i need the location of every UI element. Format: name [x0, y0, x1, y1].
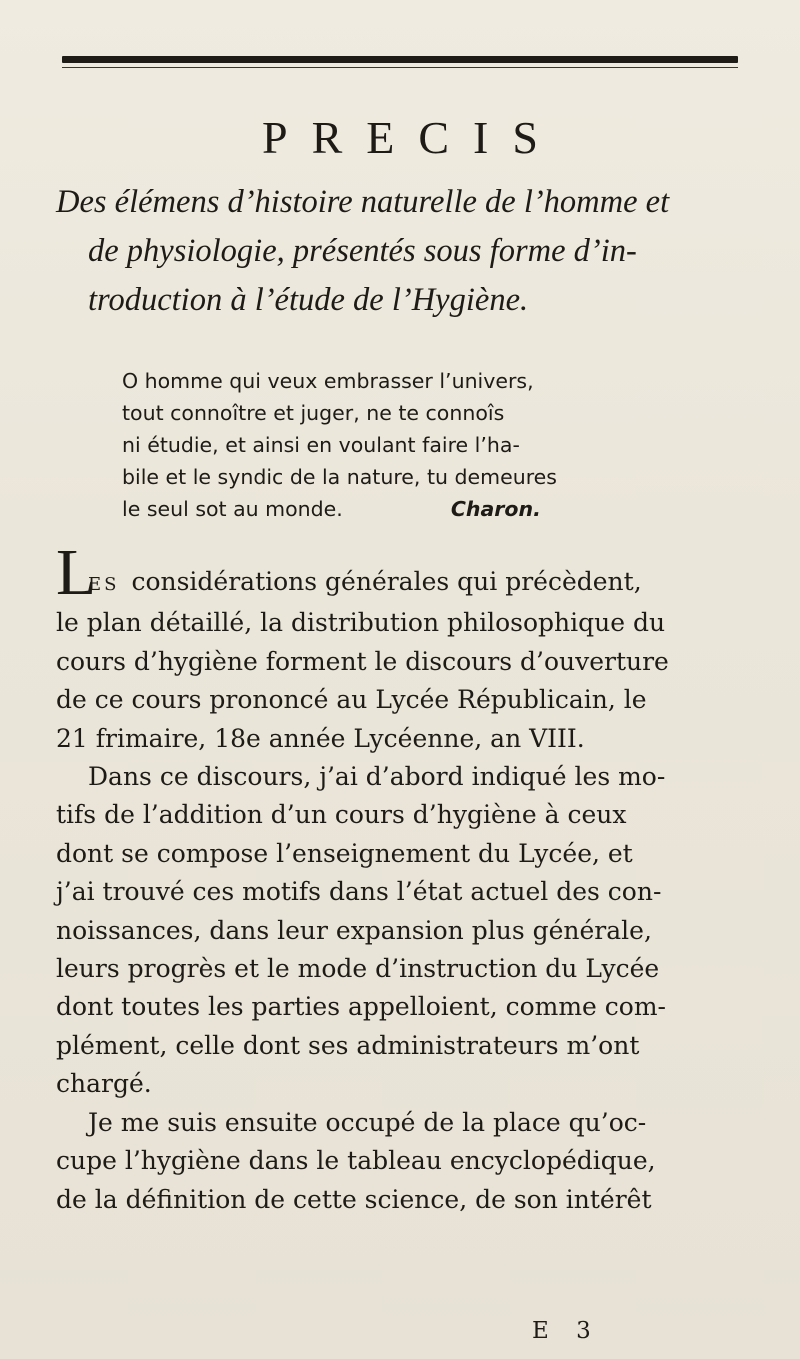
- body-line-text: considérations générales qui précèdent,: [131, 567, 642, 596]
- epigraph-attribution: Charon.: [450, 497, 541, 521]
- body-line: de la définition de cette science, de son intérêt: [56, 1184, 652, 1214]
- body-line: tifs de l’addition d’un cours d’hygiène à ceux: [56, 800, 627, 830]
- epigraph: [122, 365, 746, 525]
- epigraph-line: bile et le syndic de la nature, tu demeures: [122, 465, 557, 489]
- header-rule-thin: [62, 67, 738, 68]
- body-line: le plan détaillé, la distribution philosophique du: [56, 608, 666, 638]
- body-text: [56, 536, 746, 1219]
- body-line: j’ai trouvé ces motifs dans l’état actuel des con-: [56, 877, 662, 907]
- body-line: dont toutes les parties appelloient, comme com-: [56, 992, 666, 1022]
- page-heading: PRECIS: [262, 112, 562, 163]
- subtitle-line: troduction à l’étude de l’Hygiène.: [88, 282, 529, 318]
- body-line: leurs progrès et le mode d’instruction du Lycée: [56, 954, 660, 984]
- epigraph-line: O homme qui veux embrasser l’univers,: [122, 369, 534, 393]
- epigraph-line-last: [122, 493, 746, 525]
- first-word-rest: ES: [88, 574, 120, 595]
- body-line: chargé.: [56, 1069, 152, 1099]
- body-line: cours d’hygiène forment le discours d’ouverture: [56, 646, 669, 676]
- epigraph-line-text: le seul sot au monde.: [122, 497, 343, 521]
- subtitle-line: de physiologie, présentés sous forme d’in-: [88, 233, 637, 269]
- body-line: plément, celle dont ses administrateurs m’ont: [56, 1030, 640, 1060]
- body-line: 21 frimaire, 18e année Lycéenne, an VIII.: [56, 723, 585, 753]
- body-line: cupe l’hygiène dans le tableau encyclopédique,: [56, 1146, 656, 1176]
- body-line: noissances, dans leur expansion plus générale,: [56, 915, 652, 945]
- chapter-subtitle: [56, 178, 756, 325]
- header-rule: [62, 56, 738, 63]
- drop-cap: L: [56, 536, 97, 609]
- signature-mark: E 3: [532, 1318, 601, 1344]
- subtitle-line: Des élémens d’histoire naturelle de l’homme et: [56, 184, 670, 220]
- body-first-line: [56, 536, 746, 609]
- body-line: de ce cours prononcé au Lycée Républicain, le: [56, 685, 647, 715]
- body-line: Dans ce discours, j’ai d’abord indiqué les mo-: [88, 762, 666, 792]
- body-line: Je me suis ensuite occupé de la place qu’oc-: [88, 1107, 647, 1137]
- body-line: dont se compose l’enseignement du Lycée, et: [56, 838, 633, 868]
- epigraph-line: tout connoître et juger, ne te connoîs: [122, 401, 505, 425]
- epigraph-line: ni étudie, et ainsi en voulant faire l’ha-: [122, 433, 520, 457]
